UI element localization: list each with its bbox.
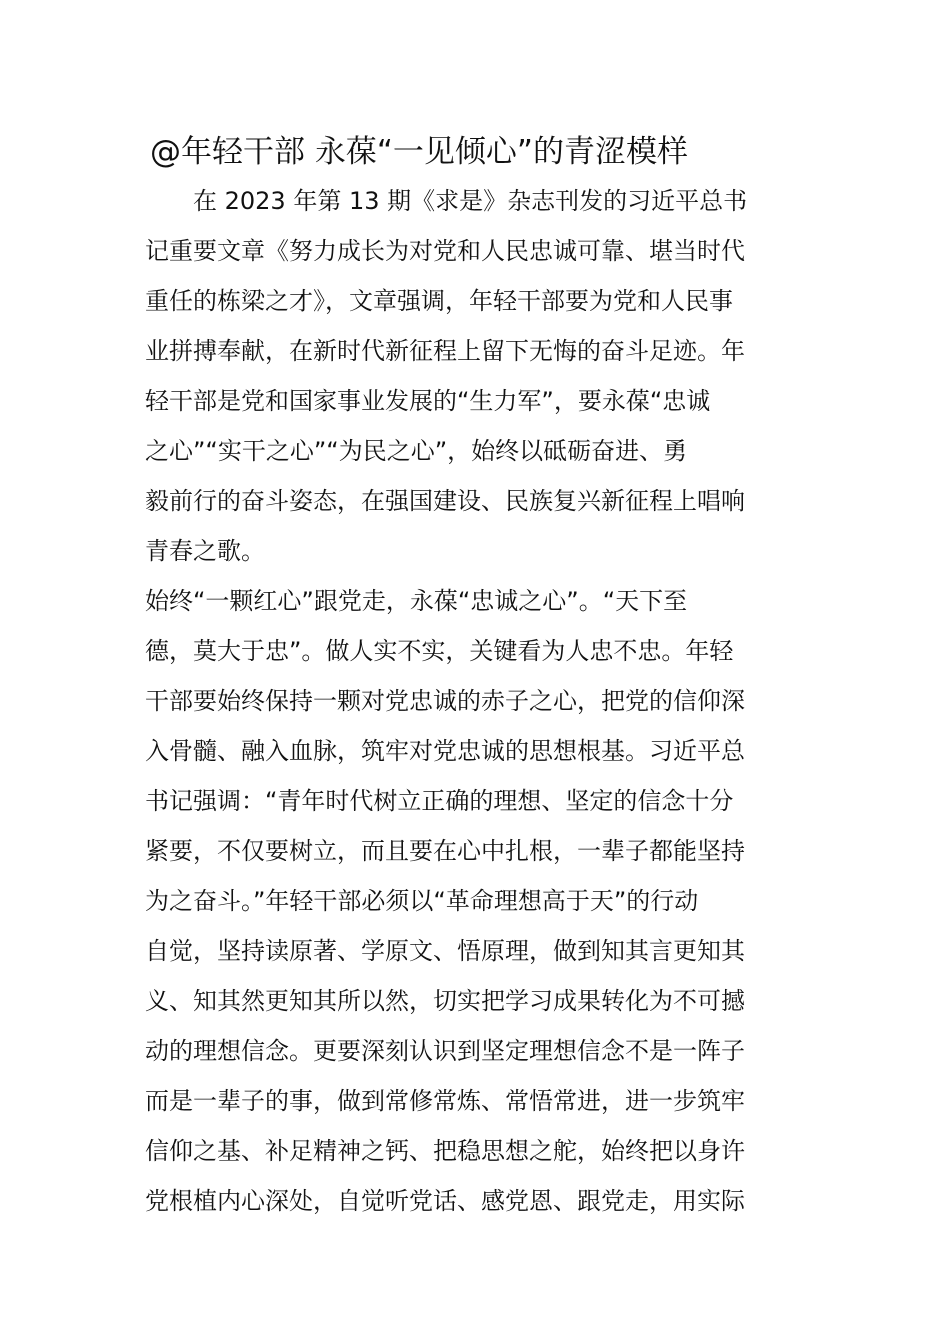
paragraph-2-line-5: 书记强调：“青年时代树立正确的理想、坚定的信念十分 [145, 787, 734, 815]
document-title: @年轻干部 永葆“一见倾心”的青涩模样 [150, 134, 688, 170]
paragraph-1-line-2: 记重要文章《努力成长为对党和人民忠诚可靠、堪当时代 [145, 237, 745, 265]
paragraph-2-line-10: 动的理想信念。更要深刻认识到坚定理想信念不是一阵子 [145, 1037, 745, 1065]
paragraph-2-line-7: 为之奋斗。”年轻干部必须以“革命理想高于天”的行动 [145, 887, 699, 915]
paragraph-2-line-12: 信仰之基、补足精神之钙、把稳思想之舵，始终把以身许 [145, 1137, 745, 1165]
paragraph-1-line-3: 重任的栋梁之才》，文章强调，年轻干部要为党和人民事 [145, 287, 733, 315]
paragraph-2-line-3: 干部要始终保持一颗对党忠诚的赤子之心，把党的信仰深 [145, 687, 745, 715]
paragraph-1-line-4: 业拼搏奉献，在新时代新征程上留下无悔的奋斗足迹。年 [145, 337, 745, 365]
paragraph-1-line-1: 在 2023 年第 13 期《求是》杂志刊发的习近平总书 [145, 187, 748, 215]
paragraph-1-line-8: 青春之歌。 [145, 537, 265, 565]
paragraph-1-line-7: 毅前行的奋斗姿态，在强国建设、民族复兴新征程上唱响 [145, 487, 745, 515]
paragraph-1-line-5: 轻干部是党和国家事业发展的“生力军”，要永葆“忠诚 [145, 387, 711, 415]
paragraph-1-line-6: 之心”“实干之心”“为民之心”，始终以砥砺奋进、勇 [145, 437, 688, 465]
paragraph-2-line-6: 紧要，不仅要树立，而且要在心中扎根，一辈子都能坚持 [145, 837, 745, 865]
paragraph-2-line-8: 自觉，坚持读原著、学原文、悟原理，做到知其言更知其 [145, 937, 745, 965]
paragraph-2-line-2: 德，莫大于忠”。做人实不实，关键看为人忠不忠。年轻 [145, 637, 734, 665]
paragraph-2-line-1: 始终“一颗红心”跟党走，永葆“忠诚之心”。“天下至 [145, 587, 688, 615]
paragraph-2-line-11: 而是一辈子的事，做到常修常炼、常悟常进，进一步筑牢 [145, 1087, 745, 1115]
paragraph-2-line-9: 义、知其然更知其所以然，切实把学习成果转化为不可撼 [145, 987, 745, 1015]
paragraph-2-line-13: 党根植内心深处，自觉听党话、感党恩、跟党走，用实际 [145, 1187, 745, 1215]
paragraph-2-line-4: 入骨髓、融入血脉，筑牢对党忠诚的思想根基。习近平总 [145, 737, 745, 765]
